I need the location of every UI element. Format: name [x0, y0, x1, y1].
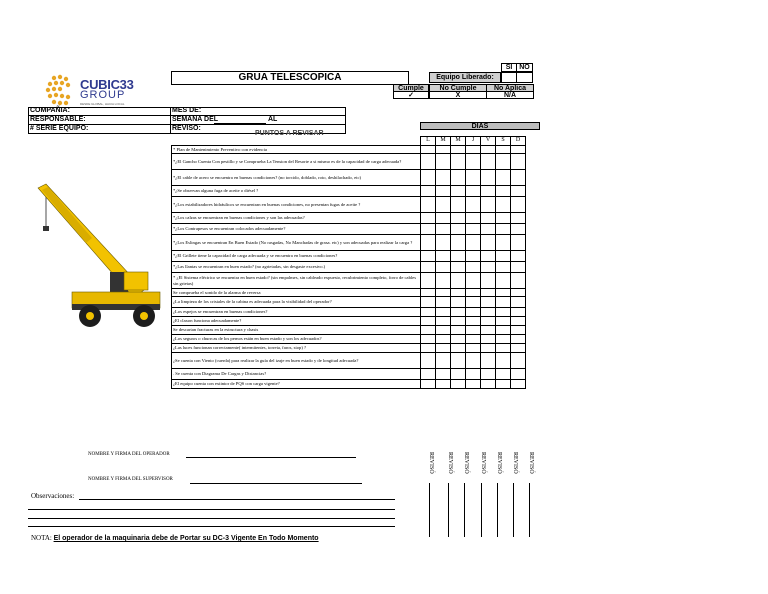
nota-text: El operador de la maquinaria debe de Portar su DC-3 Vigente En Todo Momento — [53, 535, 319, 542]
day-check-cell[interactable] — [496, 224, 511, 235]
checklist-row — [172, 326, 526, 335]
operador-signature-label: NOMBRE Y FIRMA DEL OPERADOR — [88, 452, 170, 457]
day-check-cell[interactable] — [466, 186, 481, 197]
checklist-row — [172, 224, 526, 235]
day-check-cell[interactable] — [451, 235, 466, 251]
legend-no-cumple: No Cumple — [429, 84, 487, 92]
checklist-row — [172, 170, 526, 186]
day-check-cell[interactable] — [451, 335, 466, 344]
logo-name-bottom: GROUP — [80, 89, 126, 101]
day-check-cell[interactable] — [421, 380, 436, 389]
day-check-cell[interactable] — [511, 170, 526, 186]
day-check-cell[interactable] — [466, 170, 481, 186]
checklist-item: * Plan de Mantenimiento Preventivo con evidencia — [172, 146, 421, 154]
day-check-cell[interactable] — [466, 213, 481, 224]
day-check-cell[interactable] — [481, 297, 496, 308]
day-check-cell[interactable] — [481, 344, 496, 353]
day-check-cell[interactable] — [466, 154, 481, 170]
day-check-cell[interactable] — [496, 262, 511, 273]
checklist-item: *¿Se observan alguna fuga de aceite o diésel ? — [172, 186, 421, 197]
checklist-row — [172, 369, 526, 380]
day-check-cell[interactable] — [451, 289, 466, 297]
day-check-cell[interactable] — [496, 197, 511, 213]
checklist-item: * ¿El Sistema eléctrico se encuentra en buen estado? (sin empalmes, sin cableado expuesto, recubrimiento completo, forro de cables sin grietas) — [172, 273, 421, 289]
logo-dots-icon — [44, 74, 78, 108]
day-check-cell[interactable] — [451, 297, 466, 308]
checklist-row — [172, 317, 526, 326]
checklist-item: ¿Los espejos se encuentran en buenas condiciones? — [172, 308, 421, 317]
day-check-cell[interactable] — [481, 262, 496, 273]
day-check-cell[interactable] — [421, 213, 436, 224]
day-check-cell[interactable] — [496, 317, 511, 326]
reviso-label: REVISÓ — [496, 452, 502, 474]
day-check-cell[interactable] — [436, 224, 451, 235]
day-check-cell[interactable] — [511, 235, 526, 251]
day-check-cell[interactable] — [511, 262, 526, 273]
reviso-label: REVISO: — [172, 125, 201, 132]
day-check-cell[interactable] — [436, 380, 451, 389]
checklist-item: . Se cuenta con Diagrama De Cargas y Distancias? — [172, 369, 421, 380]
checklist-item: Se descartan fracturas en la estructura y chasis — [172, 326, 421, 335]
day-check-cell[interactable] — [421, 317, 436, 326]
supervisor-signature-line[interactable] — [190, 483, 362, 484]
checklist-item: *¿Los Eslingas se encuentran En Buen Estado (No rasgadas, No Manchadas de grasa. etc) y son adecuadas para realizar la carga ? — [172, 235, 421, 251]
day-check-cell[interactable] — [496, 235, 511, 251]
day-check-cell[interactable] — [466, 308, 481, 317]
day-check-cell[interactable] — [481, 308, 496, 317]
day-check-cell[interactable] — [496, 273, 511, 289]
checklist-item: *¿Los Contrapesos se encuentran colocados adecuadamente? — [172, 224, 421, 235]
day-check-cell[interactable] — [421, 197, 436, 213]
day-check-cell[interactable] — [451, 197, 466, 213]
day-check-cell[interactable] — [511, 369, 526, 380]
reviso-label: REVISÓ — [447, 452, 453, 474]
day-check-cell[interactable] — [496, 154, 511, 170]
day-check-cell[interactable] — [481, 335, 496, 344]
day-check-cell[interactable] — [436, 344, 451, 353]
day-check-cell[interactable] — [421, 262, 436, 273]
day-check-cell[interactable] — [436, 146, 451, 154]
form-title-box — [171, 71, 409, 85]
day-check-cell[interactable] — [511, 186, 526, 197]
day-check-cell[interactable] — [511, 308, 526, 317]
day-check-cell[interactable] — [451, 146, 466, 154]
day-check-cell[interactable] — [451, 344, 466, 353]
checklist-item: Se comprueba el sonido de la alarma de reversa — [172, 289, 421, 297]
day-check-cell[interactable] — [511, 273, 526, 289]
day-check-cell[interactable] — [496, 289, 511, 297]
observaciones-line-1[interactable] — [79, 499, 395, 500]
day-check-cell[interactable] — [496, 344, 511, 353]
checklist-item: ¿El equipo cuenta con extintor de PQS con carga vigente? — [172, 380, 421, 389]
day-check-cell[interactable] — [421, 289, 436, 297]
nota-line — [31, 534, 319, 542]
day-check-cell[interactable] — [466, 326, 481, 335]
form-title: GRUA TELESCOPICA — [238, 72, 342, 83]
checklist-item: *¿Los calzas se encuentran en buenas condiciones y son las adecuadas? — [172, 213, 421, 224]
day-check-cell[interactable] — [511, 146, 526, 154]
day-check-cell[interactable] — [496, 380, 511, 389]
logo-tagline: DESDE GLOBAL, HACIA LOCAL — [80, 102, 125, 106]
day-check-cell[interactable] — [421, 335, 436, 344]
day-check-cell[interactable] — [511, 297, 526, 308]
day-check-cell[interactable] — [511, 380, 526, 389]
day-check-cell[interactable] — [436, 289, 451, 297]
day-check-cell[interactable] — [496, 170, 511, 186]
day-check-cell[interactable] — [421, 344, 436, 353]
dias-header: DIAS — [420, 122, 540, 130]
serie-equipo-label: # SERIE EQUIPO: — [30, 125, 89, 132]
day-check-cell[interactable] — [451, 251, 466, 262]
operador-signature-line[interactable] — [186, 457, 356, 458]
supervisor-signature-label: NOMBRE Y FIRMA DEL SUPERVISOR — [88, 477, 173, 482]
day-check-cell[interactable] — [481, 369, 496, 380]
day-check-cell[interactable] — [421, 308, 436, 317]
reviso-signature-line[interactable] — [448, 483, 449, 537]
day-check-cell[interactable] — [466, 289, 481, 297]
day-check-cell[interactable] — [421, 251, 436, 262]
day-check-cell[interactable] — [421, 224, 436, 235]
day-check-cell[interactable] — [481, 146, 496, 154]
day-check-cell[interactable] — [496, 146, 511, 154]
day-check-cell[interactable] — [466, 251, 481, 262]
day-header: M — [436, 137, 451, 146]
day-check-cell[interactable] — [436, 273, 451, 289]
day-check-cell[interactable] — [481, 289, 496, 297]
checklist-row — [172, 273, 526, 289]
day-check-cell[interactable] — [466, 335, 481, 344]
checklist-item: ¿Se cuenta con Viento (cuerda) para realizar la guía del izaje en buen estado y de longitud adecuada? — [172, 353, 421, 369]
day-check-cell[interactable] — [496, 251, 511, 262]
day-check-cell[interactable] — [481, 380, 496, 389]
day-check-cell[interactable] — [511, 353, 526, 369]
day-check-cell[interactable] — [436, 297, 451, 308]
day-check-cell[interactable] — [481, 317, 496, 326]
checklist-item: *¿El Grillete tiene la capacidad de carga adecuada y se encuentra en buenas condiciones? — [172, 251, 421, 262]
checklist-item: ¿Las luces funcionan correctamente( intermitentes, torreta, faros, stop) ? — [172, 344, 421, 353]
reviso-label: REVISÓ — [480, 452, 486, 474]
legend-no-aplica: No Aplica — [486, 84, 534, 92]
checklist-row — [172, 235, 526, 251]
checklist-row — [172, 344, 526, 353]
day-check-cell[interactable] — [436, 326, 451, 335]
day-check-cell[interactable] — [481, 213, 496, 224]
reviso-label: REVISÓ — [428, 452, 434, 474]
day-check-cell[interactable] — [466, 146, 481, 154]
day-check-cell[interactable] — [481, 224, 496, 235]
day-check-cell[interactable] — [436, 353, 451, 369]
day-check-cell[interactable] — [466, 224, 481, 235]
logo-name-top: CUBIC33 — [80, 77, 134, 92]
day-check-cell[interactable] — [451, 273, 466, 289]
day-check-cell[interactable] — [481, 154, 496, 170]
day-check-cell[interactable] — [511, 326, 526, 335]
day-check-cell[interactable] — [451, 308, 466, 317]
day-check-cell[interactable] — [436, 213, 451, 224]
equipo-liberado-label: Equipo Liberado: — [429, 72, 501, 83]
day-check-cell[interactable] — [451, 186, 466, 197]
day-check-cell[interactable] — [421, 369, 436, 380]
puntos-header: PUNTOS A REVISAR — [255, 130, 324, 137]
day-check-cell[interactable] — [421, 170, 436, 186]
day-check-cell[interactable] — [466, 317, 481, 326]
si-checkbox[interactable] — [501, 72, 517, 83]
day-check-cell[interactable] — [436, 235, 451, 251]
company-logo — [44, 74, 144, 108]
day-check-cell[interactable] — [466, 262, 481, 273]
checklist-table — [171, 136, 526, 389]
day-check-cell[interactable] — [496, 335, 511, 344]
day-check-cell[interactable] — [421, 273, 436, 289]
reviso-signature-line[interactable] — [429, 483, 430, 537]
checklist-row — [172, 197, 526, 213]
reviso-signature-line[interactable] — [481, 483, 482, 537]
checklist-row — [172, 380, 526, 389]
checklist-row — [172, 262, 526, 273]
day-check-cell[interactable] — [451, 353, 466, 369]
day-check-cell[interactable] — [466, 235, 481, 251]
checklist-row — [172, 289, 526, 297]
legend-cumple-symbol: ✓ — [393, 91, 429, 99]
day-check-cell[interactable] — [436, 170, 451, 186]
no-header: NO — [516, 63, 533, 72]
day-check-cell[interactable] — [511, 224, 526, 235]
day-check-cell[interactable] — [436, 251, 451, 262]
compania-label: COMPAÑIA: — [30, 107, 70, 114]
observaciones-line-2[interactable] — [28, 509, 395, 510]
checklist-item: *¿El cable de acero se encuentra en buenas condiciones? (no torcido, doblado, roto, deshilachado, etc) — [172, 170, 421, 186]
reviso-label: REVISÓ — [512, 452, 518, 474]
day-check-cell[interactable] — [451, 224, 466, 235]
day-check-cell[interactable] — [466, 344, 481, 353]
checklist-row — [172, 213, 526, 224]
day-check-cell[interactable] — [421, 235, 436, 251]
day-check-cell[interactable] — [496, 213, 511, 224]
checklist-row — [172, 251, 526, 262]
day-check-cell[interactable] — [481, 235, 496, 251]
day-check-cell[interactable] — [481, 170, 496, 186]
day-check-cell[interactable] — [421, 353, 436, 369]
day-check-cell[interactable] — [436, 369, 451, 380]
day-check-cell[interactable] — [421, 154, 436, 170]
checklist-row — [172, 146, 526, 154]
day-check-cell[interactable] — [451, 369, 466, 380]
day-header: L — [421, 137, 436, 146]
reviso-signature-line[interactable] — [513, 483, 514, 537]
checklist-row — [172, 335, 526, 344]
al-label: AL — [268, 116, 278, 123]
day-check-cell[interactable] — [466, 369, 481, 380]
reviso-signature-line[interactable] — [464, 483, 465, 537]
semana-label: SEMANA DEL — [172, 116, 219, 123]
day-check-cell[interactable] — [496, 308, 511, 317]
day-check-cell[interactable] — [511, 335, 526, 344]
checklist-item: *¿Las llantas se encuentran en buen estado? (no agrietadas, sin desgaste excesivo.) — [172, 262, 421, 273]
day-check-cell[interactable] — [511, 317, 526, 326]
day-check-cell[interactable] — [496, 326, 511, 335]
day-check-cell[interactable] — [481, 186, 496, 197]
day-check-cell[interactable] — [496, 186, 511, 197]
checklist-item: *¿Los estabilizadores hidráulicos se encuentran en buenas condiciones, no presentan fugas de aceite ? — [172, 197, 421, 213]
day-check-cell[interactable] — [511, 289, 526, 297]
day-check-cell[interactable] — [451, 154, 466, 170]
checklist-row — [172, 297, 526, 308]
day-check-cell[interactable] — [436, 335, 451, 344]
checklist-row — [172, 154, 526, 170]
responsable-label: RESPONSABLE: — [30, 116, 86, 123]
reviso-signature-line[interactable] — [529, 483, 530, 537]
day-check-cell[interactable] — [466, 297, 481, 308]
observaciones-line-4[interactable] — [28, 526, 395, 527]
no-checkbox[interactable] — [516, 72, 533, 83]
day-check-cell[interactable] — [496, 353, 511, 369]
day-check-cell[interactable] — [496, 369, 511, 380]
day-check-cell[interactable] — [421, 297, 436, 308]
reviso-signature-line[interactable] — [497, 483, 498, 537]
day-header: M — [451, 137, 466, 146]
nota-label: NOTA: — [31, 534, 52, 542]
si-header: SI — [501, 63, 517, 72]
day-check-cell[interactable] — [436, 262, 451, 273]
telescopic-crane-image — [32, 180, 162, 330]
day-check-cell[interactable] — [436, 186, 451, 197]
day-check-cell[interactable] — [496, 297, 511, 308]
day-check-cell[interactable] — [451, 262, 466, 273]
mes-label: MES DE: — [172, 107, 202, 114]
day-check-cell[interactable] — [421, 146, 436, 154]
day-check-cell[interactable] — [511, 251, 526, 262]
day-header-row — [172, 137, 526, 146]
checklist-item: ¿La limpieza de los cristales de la cabina es adecuada para la visibilidad del operador? — [172, 297, 421, 308]
day-check-cell[interactable] — [511, 154, 526, 170]
reviso-label: REVISÓ — [463, 452, 469, 474]
day-check-cell[interactable] — [511, 213, 526, 224]
day-check-cell[interactable] — [466, 273, 481, 289]
checklist-item: ¿El claxon funciona adecuadamente? — [172, 317, 421, 326]
day-check-cell[interactable] — [451, 317, 466, 326]
checklist-row — [172, 308, 526, 317]
day-check-cell[interactable] — [466, 197, 481, 213]
observaciones-line-3[interactable] — [28, 518, 395, 519]
observaciones-label: Observaciones: — [31, 492, 75, 500]
day-check-cell[interactable] — [436, 317, 451, 326]
day-check-cell[interactable] — [436, 308, 451, 317]
day-check-cell[interactable] — [481, 326, 496, 335]
day-header: S — [496, 137, 511, 146]
day-header: V — [481, 137, 496, 146]
checklist-item: ¿Los seguros o churrcas de los pernos están en buen estado y son los adecuados? — [172, 335, 421, 344]
day-check-cell[interactable] — [436, 197, 451, 213]
day-check-cell[interactable] — [511, 197, 526, 213]
day-check-cell[interactable] — [481, 251, 496, 262]
day-header: D — [511, 137, 526, 146]
day-check-cell[interactable] — [436, 154, 451, 170]
day-check-cell[interactable] — [451, 326, 466, 335]
day-check-cell[interactable] — [511, 344, 526, 353]
day-check-cell[interactable] — [451, 380, 466, 389]
day-check-cell[interactable] — [421, 326, 436, 335]
day-header: J — [466, 137, 481, 146]
day-check-cell[interactable] — [481, 273, 496, 289]
day-check-cell[interactable] — [466, 380, 481, 389]
checklist-item: *¿El Gancho Cuenta Con pestillo y se Comprueba La Tension del Resorte a si mismo es de la capacidad de carga adecuada? — [172, 154, 421, 170]
day-check-cell[interactable] — [481, 197, 496, 213]
day-check-cell[interactable] — [451, 213, 466, 224]
legend-cumple: Cumple — [393, 84, 429, 92]
day-check-cell[interactable] — [466, 353, 481, 369]
reviso-label: REVISÓ — [528, 452, 534, 474]
legend-no-aplica-symbol: N/A — [486, 91, 534, 99]
checklist-row — [172, 186, 526, 197]
day-check-cell[interactable] — [451, 170, 466, 186]
legend-no-cumple-symbol: X — [429, 91, 487, 99]
checklist-row — [172, 353, 526, 369]
day-check-cell[interactable] — [421, 186, 436, 197]
day-check-cell[interactable] — [481, 353, 496, 369]
